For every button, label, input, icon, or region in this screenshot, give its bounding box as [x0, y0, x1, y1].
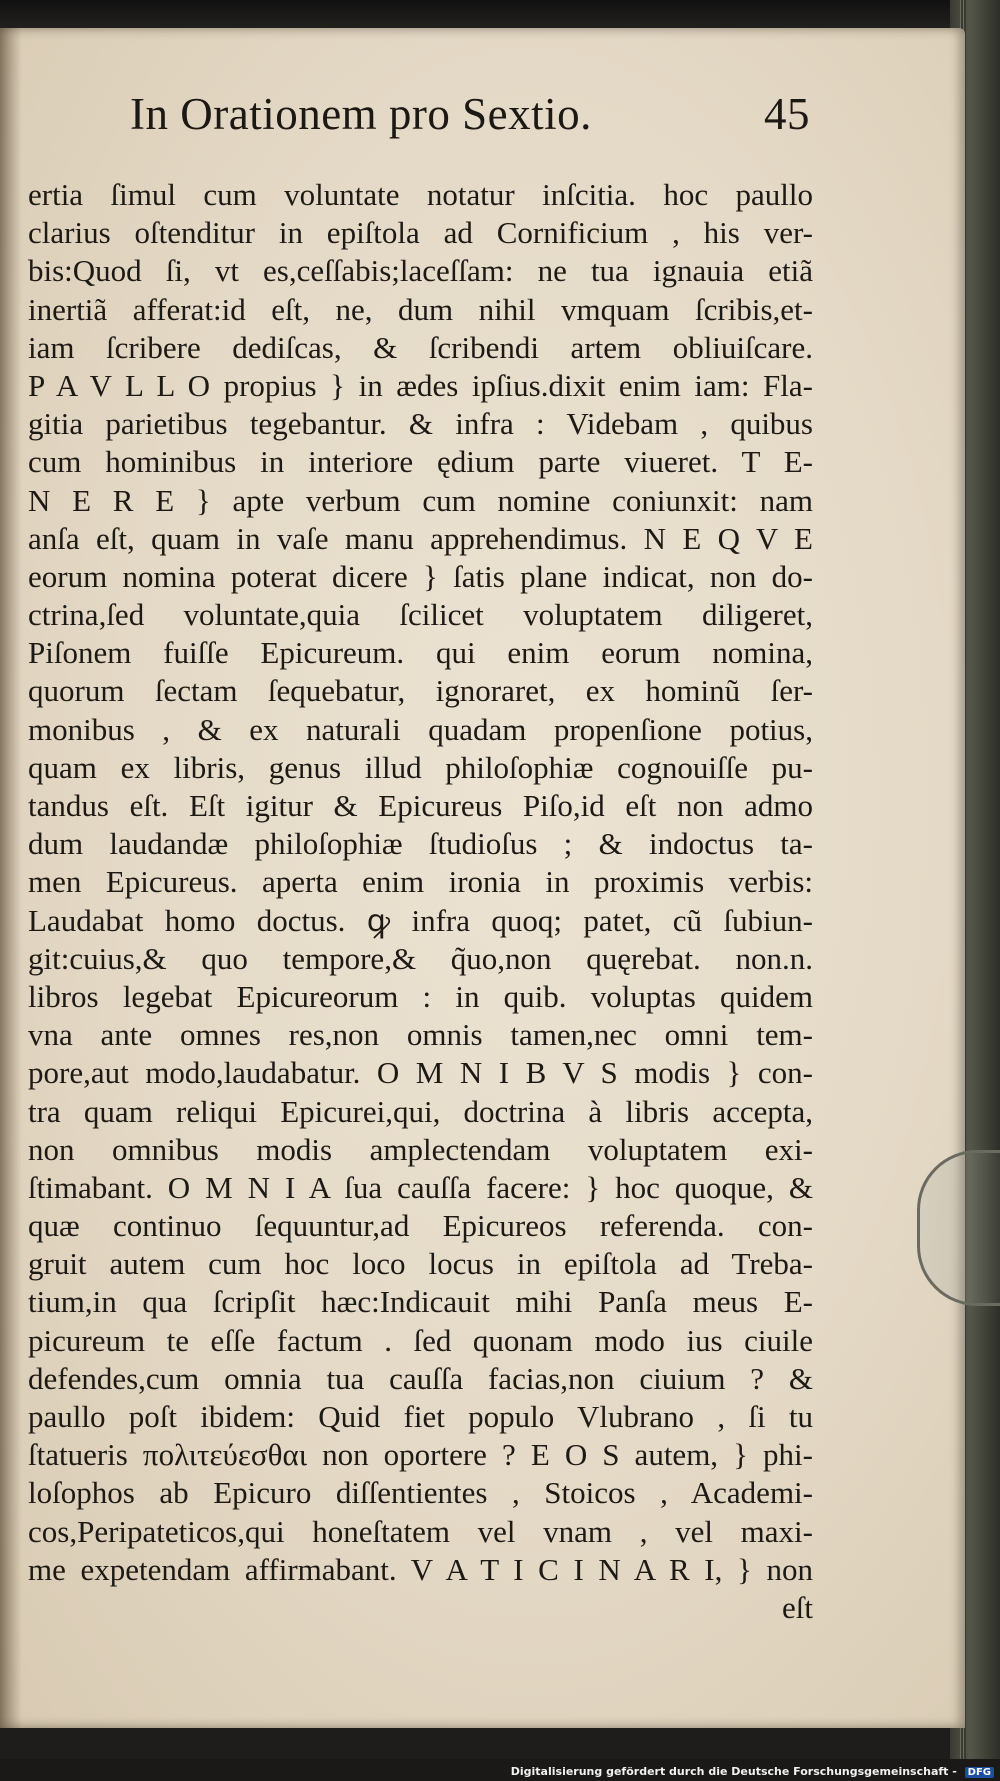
page — [0, 28, 965, 1728]
text-line: paullo poſt ibidem: Quid fiet populo Vlubrano , ſi tu — [28, 1399, 813, 1434]
text-line: iam ſcribere dediſcas, & ſcribendi artem obliuiſcare. — [28, 329, 813, 365]
text-line: monibus , & ex naturali quadam propenſione potius, — [28, 711, 813, 747]
text-line: Laudabat homo doctus. ꝙ infra quoq; patet, cũ ſubiun- — [28, 902, 813, 938]
text-line: clarius oſtenditur in epiſtola ad Cornificium , his ver- — [28, 215, 813, 251]
text-line: vna ante omnes res,non omnis tamen,nec omni tem- — [28, 1017, 813, 1053]
text-line: dum laudandæ philoſophiæ ſtudioſus ; & indoctus ta- — [28, 826, 813, 862]
text-line: tandus eſt. Eſt igitur & Epicureus Piſo,id eſt non admo — [28, 788, 813, 823]
funding-note — [511, 1765, 994, 1778]
text-line: gitia parietibus tegebantur. & infra : Videbam , quibus — [28, 406, 813, 442]
footer-strip — [0, 1759, 1000, 1781]
text-line: Piſonem fuiſſe Epicureum. qui enim eorum nomina, — [28, 635, 813, 671]
text-line: cos,Peripateticos,qui honeſtatem vel vnam , vel maxi- — [28, 1513, 813, 1549]
page-clip — [917, 1150, 1000, 1306]
running-header — [130, 88, 810, 148]
dfg-logo: DFG — [965, 1767, 994, 1778]
text-line: N E R E } apte verbum cum nomine coniunxit: nam — [28, 482, 813, 518]
text-line: bis:Quod ſi, vt es,ceſſabis;laceſſam: ne tua ignauia etiã — [28, 253, 813, 289]
text-line: git:cuius,& quo tempore,& q̃uo,non quęrebat. non.n. — [28, 940, 813, 976]
text-line: picureum te eſſe factum . ſed quonam modo ius ciuile — [28, 1322, 813, 1358]
running-title: In Orationem pro Sextio. — [130, 89, 592, 139]
text-line: quorum ſectam ſequebatur, ignoraret, ex hominũ ſer- — [28, 673, 813, 709]
text-line: ertia ſimul cum voluntate notatur inſcitia. hoc paullo — [28, 177, 813, 212]
page-number: 45 — [764, 89, 810, 139]
text-line: men Epicureus. aperta enim ironia in proximis verbis: — [28, 864, 813, 900]
text-line: ctrina,ſed voluntate,quia ſcilicet voluptatem diligeret, — [28, 597, 813, 633]
text-line: non omnibus modis amplectendam voluptatem exi- — [28, 1131, 813, 1167]
text-line: defendes,cum omnia tua cauſſa facias,non ciuium ? & — [28, 1360, 813, 1396]
text-line: cum hominibus in interiore ędium parte viueret. T E- — [28, 444, 813, 480]
text-line: me expetendam affirmabant. V A T I C I N A R I, } non — [28, 1551, 813, 1587]
text-line: loſophos ab Epicuro diſſentientes , Stoicos , Academi- — [28, 1475, 813, 1511]
text-line: ſtimabant. O M N I A ſua cauſſa facere: } hoc quoque, & — [28, 1169, 813, 1205]
text-line: ſtatueris πολιτεύεσθαι non oportere ? E O S autem, } phi- — [28, 1437, 813, 1473]
gutter-shadow — [0, 28, 22, 1728]
text-line: inertiã afferat:id eſt, ne, dum nihil vmquam ſcribis,et- — [28, 291, 813, 327]
text-line: pore,aut modo,laudabatur. O M N I B V S modis } con- — [28, 1055, 813, 1091]
text-line: libros legebat Epicureorum : in quib. voluptas quidem — [28, 978, 813, 1014]
catchword: eſt — [782, 1589, 813, 1625]
text-line: tra quam reliqui Epicurei,qui, doctrina à libris accepta, — [28, 1093, 813, 1129]
body-text — [28, 176, 813, 1627]
text-line: gruit autem cum hoc loco locus in epiſtola ad Treba- — [28, 1246, 813, 1282]
text-line: tium,in qua ſcripſit hæc:Indicauit mihi Panſa meus E- — [28, 1284, 813, 1320]
text-line: eorum nomina poterat dicere } ſatis plane indicat, non do- — [28, 558, 813, 594]
text-line: anſa eſt, quam in vaſe manu apprehendimus. N E Q V E — [28, 520, 813, 556]
text-line: quæ continuo ſequuntur,ad Epicureos referenda. con- — [28, 1208, 813, 1244]
text-line: quam ex libris, genus illud philoſophiæ cognouiſſe pu- — [28, 749, 813, 785]
funding-text: Digitalisierung gefördert durch die Deutsche Forschungsgemeinschaft - — [510, 1765, 957, 1778]
text-line: P A V L L O propius } in ædes ipſius.dixit enim iam: Fla- — [28, 367, 813, 403]
